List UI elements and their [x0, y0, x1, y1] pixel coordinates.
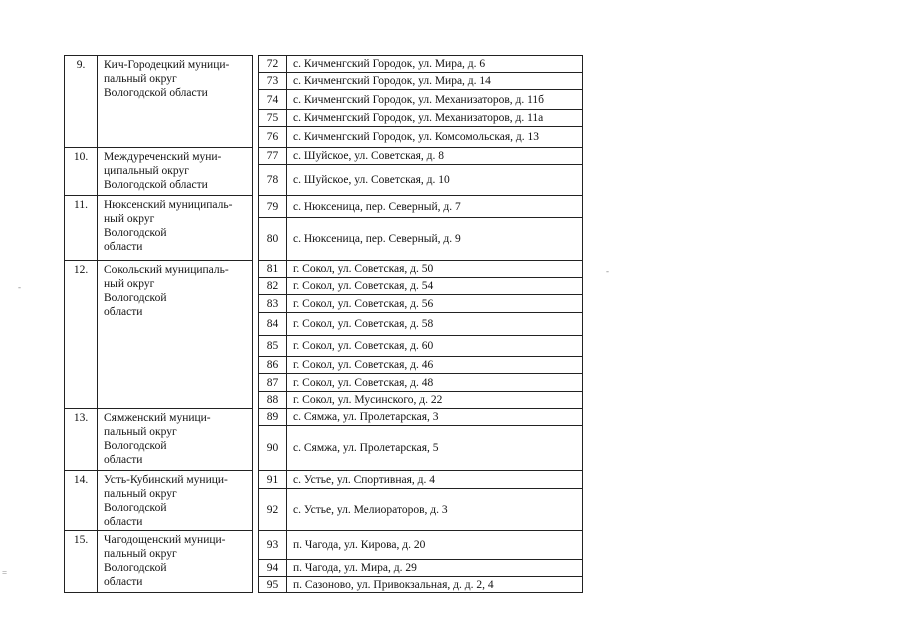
- district-name-line: Сокольский муниципаль-: [104, 264, 229, 276]
- district-name-line: Чагодощенский муници-: [104, 534, 226, 546]
- table-row: [65, 56, 583, 73]
- station-address: п. Сазоново, ул. Привокзальная, д. д. 2, 4: [287, 577, 583, 593]
- district-name-line: Кич-Городецкий муници-: [104, 59, 230, 71]
- polling-addresses-table: [64, 55, 583, 593]
- district-number: 13.: [65, 409, 98, 471]
- district-name-line: области: [104, 306, 143, 318]
- district-name-line: пальный округ: [104, 488, 177, 500]
- district-name-line: Вологодской: [104, 562, 167, 574]
- station-address: г. Сокол, ул. Советская, д. 58: [287, 313, 583, 336]
- district-number: 9.: [65, 56, 98, 148]
- station-number: 73: [259, 73, 287, 90]
- district-name-line: пальный округ: [104, 548, 177, 560]
- station-number: 95: [259, 577, 287, 593]
- district-number: 15.: [65, 531, 98, 593]
- district-name: [98, 261, 253, 409]
- station-number: 77: [259, 148, 287, 165]
- station-address: п. Чагода, ул. Мира, д. 29: [287, 560, 583, 577]
- station-address: с. Сямжа, ул. Пролетарская, 5: [287, 426, 583, 471]
- margin-mark: -: [606, 266, 609, 276]
- district-number: 10.: [65, 148, 98, 196]
- station-number: 89: [259, 409, 287, 426]
- table-row: [65, 471, 583, 489]
- district-number: 11.: [65, 196, 98, 261]
- station-address: с. Устье, ул. Спортивная, д. 4: [287, 471, 583, 489]
- district-name-line: Вологодской области: [104, 87, 208, 99]
- district-name: [98, 409, 253, 471]
- table-row: [65, 196, 583, 218]
- station-number: 86: [259, 357, 287, 374]
- station-number: 80: [259, 218, 287, 261]
- station-number: 72: [259, 56, 287, 73]
- station-number: 78: [259, 165, 287, 196]
- margin-mark: -: [18, 282, 21, 292]
- district-name-line: Вологодской: [104, 502, 167, 514]
- district-number: 14.: [65, 471, 98, 531]
- station-number: 82: [259, 278, 287, 295]
- station-address: г. Сокол, ул. Советская, д. 50: [287, 261, 583, 278]
- station-address: с. Кичменгский Городок, ул. Механизаторов, д. 11а: [287, 110, 583, 127]
- district-name-line: пальный округ: [104, 73, 177, 85]
- station-address: п. Чагода, ул. Кирова, д. 20: [287, 531, 583, 560]
- station-number: 87: [259, 374, 287, 392]
- station-address: с. Нюксеница, пер. Северный, д. 7: [287, 196, 583, 218]
- table-row: [65, 261, 583, 278]
- district-name-line: Вологодской: [104, 440, 167, 452]
- station-address: с. Кичменгский Городок, ул. Механизаторов, д. 11б: [287, 90, 583, 110]
- district-name-line: ный округ: [104, 278, 155, 290]
- district-name-line: Нюксенский муниципаль-: [104, 199, 233, 211]
- station-number: 92: [259, 489, 287, 531]
- district-name-line: Вологодской области: [104, 179, 208, 191]
- station-number: 88: [259, 392, 287, 409]
- station-number: 93: [259, 531, 287, 560]
- station-address: г. Сокол, ул. Советская, д. 46: [287, 357, 583, 374]
- station-number: 74: [259, 90, 287, 110]
- station-number: 85: [259, 336, 287, 357]
- station-address: с. Кичменгский Городок, ул. Мира, д. 14: [287, 73, 583, 90]
- district-name: [98, 148, 253, 196]
- station-address: с. Шуйское, ул. Советская, д. 8: [287, 148, 583, 165]
- station-number: 79: [259, 196, 287, 218]
- district-name-line: Вологодской: [104, 292, 167, 304]
- table-row: [65, 531, 583, 560]
- station-address: г. Сокол, ул. Советская, д. 56: [287, 295, 583, 313]
- district-name-line: Усть-Кубинский муници-: [104, 474, 228, 486]
- district-name: [98, 471, 253, 531]
- station-address: г. Сокол, ул. Советская, д. 60: [287, 336, 583, 357]
- district-name-line: Сямженский муници-: [104, 412, 211, 424]
- district-name-line: области: [104, 576, 143, 588]
- district-name-line: области: [104, 516, 143, 528]
- district-name-line: ципальный округ: [104, 165, 189, 177]
- station-address: с. Кичменгский Городок, ул. Комсомольская, д. 13: [287, 127, 583, 148]
- district-name-line: области: [104, 454, 143, 466]
- district-name: [98, 196, 253, 261]
- station-number: 83: [259, 295, 287, 313]
- station-number: 91: [259, 471, 287, 489]
- station-address: г. Сокол, ул. Мусинского, д. 22: [287, 392, 583, 409]
- district-name: [98, 531, 253, 593]
- district-name-line: ный округ: [104, 213, 155, 225]
- station-address: с. Шуйское, ул. Советская, д. 10: [287, 165, 583, 196]
- station-address: с. Кичменгский Городок, ул. Мира, д. 6: [287, 56, 583, 73]
- district-name-line: пальный округ: [104, 426, 177, 438]
- district-number: 12.: [65, 261, 98, 409]
- district-name-line: Междуреченский муни-: [104, 151, 222, 163]
- station-address: г. Сокол, ул. Советская, д. 48: [287, 374, 583, 392]
- station-address: с. Нюксеница, пер. Северный, д. 9: [287, 218, 583, 261]
- station-number: 84: [259, 313, 287, 336]
- station-number: 81: [259, 261, 287, 278]
- station-number: 75: [259, 110, 287, 127]
- district-name-line: области: [104, 241, 143, 253]
- station-number: 76: [259, 127, 287, 148]
- margin-mark: =: [2, 568, 8, 578]
- district-name-line: Вологодской: [104, 227, 167, 239]
- table-row: [65, 148, 583, 165]
- station-address: с. Сямжа, ул. Пролетарская, 3: [287, 409, 583, 426]
- station-number: 90: [259, 426, 287, 471]
- station-address: с. Устье, ул. Мелиораторов, д. 3: [287, 489, 583, 531]
- station-number: 94: [259, 560, 287, 577]
- district-name: [98, 56, 253, 148]
- station-address: г. Сокол, ул. Советская, д. 54: [287, 278, 583, 295]
- table-row: [65, 409, 583, 426]
